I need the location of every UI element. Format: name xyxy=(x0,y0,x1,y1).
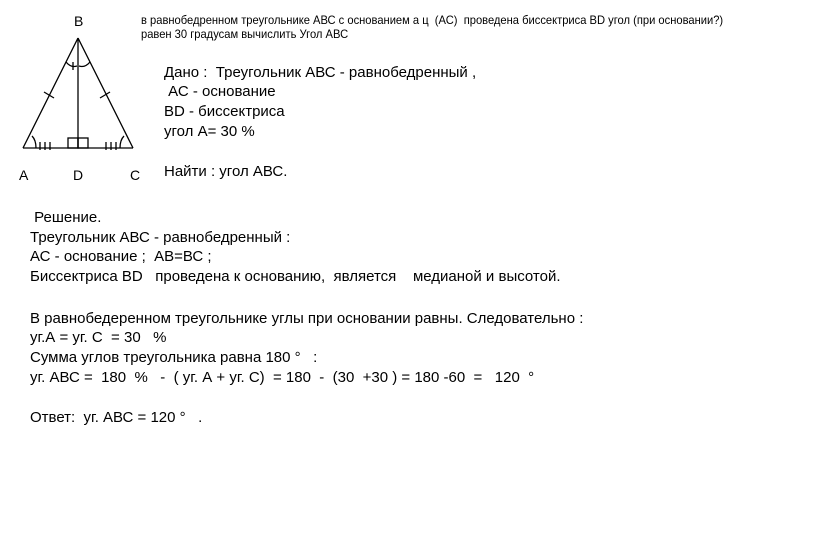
angle-arc-b-right xyxy=(79,62,90,67)
right-angle-mark-left xyxy=(68,138,78,148)
answer-line: Ответ: уг. АВС = 120 ° . xyxy=(30,409,203,426)
solution-heading: Решение. xyxy=(30,209,102,226)
point-label-d: D xyxy=(73,167,84,183)
solution-line-3: Биссектриса BD проведена к основанию, является медианой и высотой. xyxy=(30,268,561,285)
vertex-label-b: B xyxy=(74,13,84,29)
given-line-4: угол А= 30 % xyxy=(164,123,255,140)
side-bc xyxy=(78,38,133,148)
angle-arc-a xyxy=(32,136,36,148)
solution-line-5: уг.А = уг. С = 30 % xyxy=(30,329,167,346)
angle-arc-b-left xyxy=(66,62,77,67)
right-angle-mark-right xyxy=(78,138,88,148)
given-line-2: АС - основание xyxy=(164,83,276,100)
solution-line-1: Треугольник АВС - равнобедренный : xyxy=(30,229,291,246)
solution-line-6: Сумма углов треугольника равна 180 ° : xyxy=(30,349,318,366)
vertex-label-a: A xyxy=(19,167,29,183)
solution-line-4: В равнобедеренном треугольнике углы при основании равны. Следовательно : xyxy=(30,310,584,327)
solution-line-7: уг. АВС = 180 % - ( уг. А + уг. С) = 180 - (30 +30 ) = 180 -60 = 120 ° xyxy=(30,369,535,386)
given-line-3: BD - биссектриса xyxy=(164,103,285,120)
problem-statement-line-1: в равнобедренном треугольнике АВС с основанием а ц (АС) проведена биссектриса BD угол (при основании?) xyxy=(141,13,724,27)
find-line: Найти : угол АВС. xyxy=(164,163,288,180)
angle-arc-c xyxy=(120,136,124,148)
solution-line-2: АС - основание ; АВ=ВС ; xyxy=(30,248,212,265)
side-ab xyxy=(23,38,78,148)
vertex-label-c: C xyxy=(130,167,141,183)
problem-statement-line-2: равен 30 градусам вычислить Угол АВС xyxy=(141,27,349,41)
given-line-1: Дано : Треугольник АВС - равнобедренный , xyxy=(164,64,477,81)
